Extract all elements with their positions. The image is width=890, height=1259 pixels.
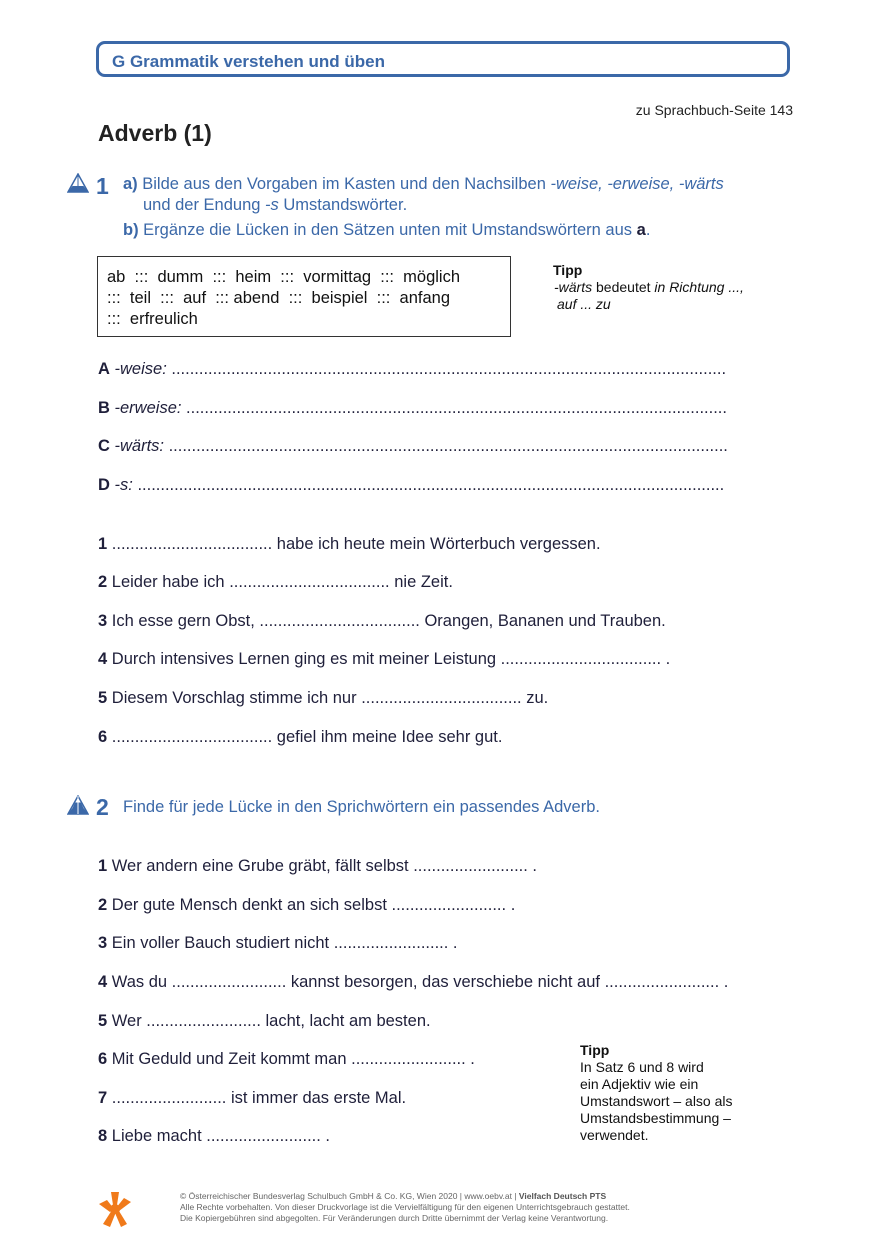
- sentence-number: 6: [98, 1050, 108, 1068]
- answer-blank[interactable]: .........................................................................................................................: [166, 360, 727, 378]
- tipp-text: -wärts: [554, 279, 593, 295]
- exercise-1a-instruction-cont: [143, 195, 407, 216]
- ex2-sentence-6[interactable]: [98, 1050, 475, 1069]
- sentence-text: Der gute Mensch denkt an sich selbst ......................... .: [107, 896, 516, 914]
- ex2-sentence-7[interactable]: [98, 1089, 406, 1108]
- sentence-number: 3: [98, 934, 108, 952]
- sentence-number: 2: [98, 896, 108, 914]
- ex1-sentence-6[interactable]: [98, 728, 502, 747]
- textbook-reference: zu Sprachbuch-Seite 143: [635, 102, 793, 118]
- exercise-1-number: 1: [96, 173, 109, 199]
- suffix-line-d[interactable]: [98, 476, 724, 495]
- sentence-number: 3: [98, 612, 108, 630]
- sentence-number: 1: [98, 535, 108, 553]
- exercise-1a-label: a): [123, 175, 138, 193]
- ex2-sentence-2[interactable]: [98, 896, 515, 915]
- sentence-number: 2: [98, 573, 108, 591]
- exercise-1a-instruction: [123, 174, 803, 195]
- sentence-text: ......................... ist immer das erste Mal.: [107, 1089, 407, 1107]
- copyright-text: Alle Rechte vorbehalten. Von dieser Druckvorlage ist die Vervielfältigung für den eigenen Unterrichtsgebrauch gestattet.: [180, 1202, 630, 1212]
- instruction-text: und der Endung: [143, 196, 266, 214]
- sentence-number: 5: [98, 689, 108, 707]
- exercise-1b-label: b): [123, 221, 139, 239]
- instruction-text: Umstandswörter.: [278, 196, 408, 214]
- exercise-2-instruction: Finde für jede Lücke in den Sprichwörtern ein passendes Adverb.: [123, 798, 600, 816]
- sentence-text: Leider habe ich ................................... nie Zeit.: [107, 573, 453, 591]
- copyright-text: Die Kopiergebühren sind abgegolten. Für Veränderungen durch Dritte übernimmt der Verlag keine Verantwortung.: [180, 1213, 609, 1223]
- answer-blank[interactable]: ................................................................................................................................: [132, 476, 725, 494]
- tipp-heading: Tipp: [553, 262, 583, 278]
- suffix-line-a[interactable]: [98, 360, 726, 379]
- part-reference: a: [636, 221, 646, 239]
- copyright-footer: [180, 1191, 630, 1224]
- instruction-text: .: [645, 221, 651, 239]
- section-title: G Grammatik verstehen und üben: [112, 52, 386, 71]
- exercise-1b-instruction: [123, 220, 650, 241]
- word-box: [97, 256, 511, 337]
- word-box-line: ab ::: dumm ::: heim ::: vormittag ::: möglich: [107, 268, 461, 286]
- sentence-text: Ich esse gern Obst, ................................... Orangen, Bananen und Trauben.: [107, 612, 666, 630]
- instruction-text: Bilde aus den Vorgaben im Kasten und den Nachsilben: [142, 175, 551, 193]
- sentence-text: Ein voller Bauch studiert nicht ......................... .: [107, 934, 458, 952]
- instruction-text: Ergänze die Lücken in den Sätzen unten mit Umstandswörtern aus: [143, 221, 637, 239]
- answer-blank[interactable]: ..........................................................................................................................: [164, 437, 728, 455]
- ex1-sentence-1[interactable]: [98, 535, 601, 554]
- section-header-box: [96, 41, 790, 77]
- word-box-line: ::: teil ::: auf ::: abend ::: beispiel ::: anfang: [107, 289, 451, 307]
- sentence-number: 8: [98, 1127, 108, 1145]
- word-box-line: ::: erfreulich: [107, 310, 198, 328]
- sentence-number: 4: [98, 973, 108, 991]
- book-title: Vielfach Deutsch PTS: [518, 1191, 607, 1201]
- ex1-sentence-2[interactable]: [98, 573, 453, 592]
- suffix-line-b[interactable]: [98, 399, 727, 418]
- line-label: A: [98, 360, 110, 378]
- tipp-heading: Tipp: [580, 1042, 610, 1058]
- sentence-number: 5: [98, 1012, 108, 1030]
- tipp-box-2: [580, 1042, 733, 1144]
- tipp-text: ein Adjektiv wie ein: [580, 1076, 699, 1092]
- tipp-text: Umstandsbestimmung –: [580, 1110, 731, 1126]
- suffix-label: -wärts:: [114, 437, 165, 455]
- ex2-sentence-5[interactable]: [98, 1012, 431, 1031]
- suffix-label: -erweise:: [114, 399, 182, 417]
- tipp-text: verwendet.: [580, 1127, 649, 1143]
- sentence-number: 1: [98, 857, 108, 875]
- line-label: B: [98, 399, 110, 417]
- sentence-number: 4: [98, 650, 108, 668]
- sentence-text: ................................... gefiel ihm meine Idee sehr gut.: [107, 728, 503, 746]
- tipp-text: auf ... zu: [557, 296, 611, 312]
- exercise-2-number: 2: [96, 794, 109, 820]
- ex1-sentence-5[interactable]: [98, 689, 548, 708]
- tipp-box-1: [553, 262, 744, 313]
- copyright-text: © Österreichischer Bundesverlag Schulbuch GmbH & Co. KG, Wien 2020 | www.oebv.at |: [180, 1191, 519, 1201]
- ex2-sentence-4[interactable]: [98, 973, 728, 992]
- sentence-text: Liebe macht ......................... .: [107, 1127, 331, 1145]
- suffix-label: -s:: [114, 476, 133, 494]
- sentence-number: 7: [98, 1089, 108, 1107]
- line-label: D: [98, 476, 110, 494]
- publisher-logo-icon: [97, 1190, 133, 1228]
- sentence-text: Mit Geduld und Zeit kommt man ......................... .: [107, 1050, 475, 1068]
- ex1-sentence-4[interactable]: [98, 650, 670, 669]
- suffix-list: -weise, -erweise, -wärts: [550, 175, 724, 193]
- suffix-s: -s: [265, 196, 279, 214]
- tipp-text: Umstandswort – also als: [580, 1093, 733, 1109]
- tipp-text: In Satz 6 und 8 wird: [580, 1059, 704, 1075]
- ex2-sentence-3[interactable]: [98, 934, 458, 953]
- suffix-label: -weise:: [114, 360, 167, 378]
- ex2-sentence-8[interactable]: [98, 1127, 330, 1146]
- ex2-sentence-1[interactable]: [98, 857, 537, 876]
- sentence-text: Wer andern eine Grube gräbt, fällt selbst ......................... .: [107, 857, 537, 875]
- difficulty-pyramid-icon: [67, 173, 89, 193]
- sentence-number: 6: [98, 728, 108, 746]
- line-label: C: [98, 437, 110, 455]
- sentence-text: Wer ......................... lacht, lacht am besten.: [107, 1012, 431, 1030]
- sentence-text: Was du ......................... kannst besorgen, das verschiebe nicht auf ......................... .: [107, 973, 729, 991]
- sentence-text: Durch intensives Lernen ging es mit meiner Leistung ................................... .: [107, 650, 671, 668]
- suffix-line-c[interactable]: [98, 437, 728, 456]
- tipp-text: in Richtung ...,: [654, 279, 744, 295]
- answer-blank[interactable]: ......................................................................................................................: [181, 399, 727, 417]
- difficulty-pyramid-icon: [67, 795, 89, 815]
- sentence-text: Diesem Vorschlag stimme ich nur ................................... zu.: [107, 689, 549, 707]
- tipp-text: bedeutet: [592, 279, 655, 295]
- sentence-text: ................................... habe ich heute mein Wörterbuch vergessen.: [107, 535, 601, 553]
- page-title: Adverb (1): [98, 120, 212, 146]
- ex1-sentence-3[interactable]: [98, 612, 666, 631]
